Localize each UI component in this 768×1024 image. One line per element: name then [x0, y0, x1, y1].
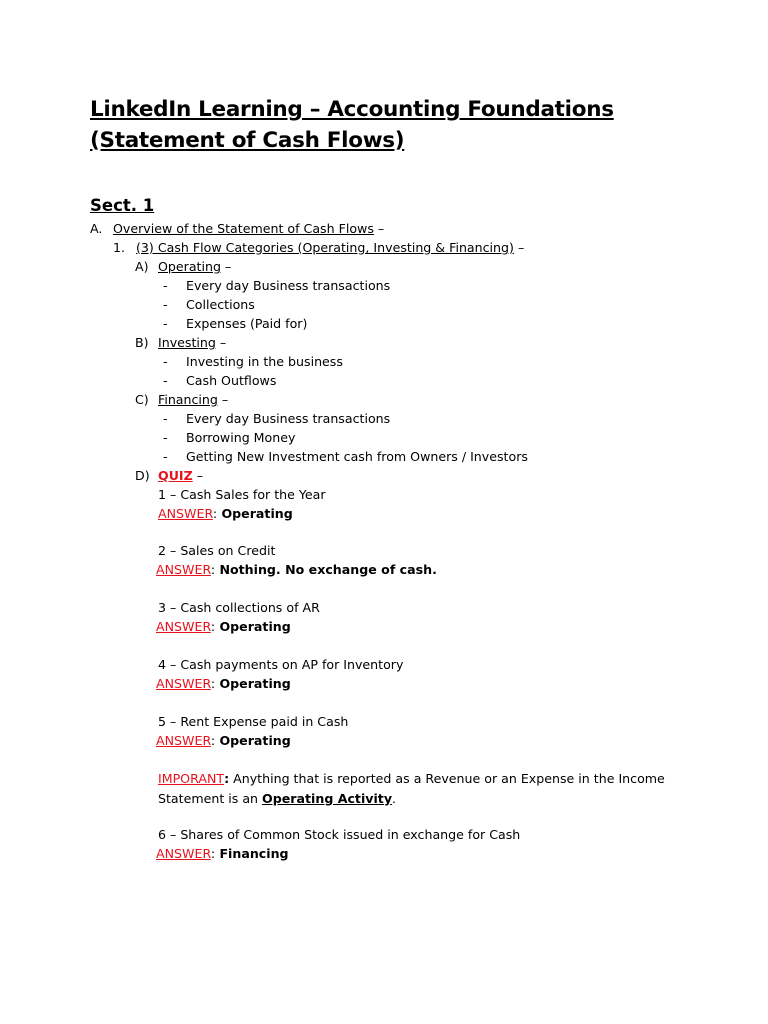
outline-marker: B)	[135, 335, 149, 350]
outline-marker: D)	[135, 468, 150, 483]
category-investing	[135, 334, 226, 352]
answer-label: ANSWER	[156, 562, 211, 577]
quiz-answer	[156, 618, 291, 636]
outline-dash: –	[513, 240, 525, 255]
list-item-text: Every day Business transactions	[186, 411, 391, 426]
bullet-dash: -	[163, 449, 168, 464]
outline-dash: –	[217, 392, 229, 407]
list-item	[163, 353, 343, 371]
answer-colon: :	[210, 846, 216, 861]
answer-text: Operating	[215, 676, 291, 691]
bullet-dash: -	[163, 430, 168, 445]
outline-dash: –	[215, 335, 227, 350]
quiz-answer	[156, 732, 291, 750]
answer-text: Nothing. No exchange of cash.	[215, 562, 437, 577]
quiz-answer	[158, 505, 293, 523]
quiz-heading	[135, 467, 203, 485]
list-item-text: Expenses (Paid for)	[186, 316, 308, 331]
outline-marker: A)	[135, 259, 149, 274]
important-text: Anything that is reported as a Revenue or an Expense in the Income Statement is an	[158, 771, 665, 806]
bullet-dash: -	[163, 278, 168, 293]
quiz-answer	[156, 675, 291, 693]
bullet-dash: -	[163, 373, 168, 388]
bullet-dash: -	[163, 354, 168, 369]
category-financing	[135, 391, 228, 409]
important-end: .	[392, 791, 397, 806]
outline-dash: –	[220, 259, 232, 274]
quiz-label: QUIZ	[158, 468, 193, 483]
answer-text: Financing	[215, 846, 289, 861]
quiz-question: 5 – Rent Expense paid in Cash	[158, 714, 349, 729]
list-item-text: Borrowing Money	[186, 430, 296, 445]
outline-dash: –	[192, 468, 204, 483]
answer-label: ANSWER	[156, 619, 211, 634]
quiz-answer	[156, 561, 437, 579]
outline-marker: 1.	[113, 240, 126, 255]
outline-item-a	[90, 220, 384, 238]
answer-label: ANSWER	[158, 506, 213, 521]
quiz-question: 4 – Cash payments on AP for Inventory	[158, 657, 404, 672]
answer-colon: :	[212, 506, 218, 521]
category-label: Financing	[158, 392, 218, 407]
outline-marker: C)	[135, 392, 149, 407]
page-title: LinkedIn Learning – Accounting Foundations (Statement of Cash Flows)	[90, 97, 614, 153]
answer-text: Operating	[215, 733, 291, 748]
list-item-text: Getting New Investment cash from Owners / Investors	[186, 449, 528, 464]
quiz-question: 6 – Shares of Common Stock issued in exchange for Cash	[158, 827, 521, 842]
quiz-answer	[156, 845, 289, 863]
important-label: IMPORANT	[158, 771, 225, 786]
section-heading: Sect. 1	[90, 196, 155, 215]
answer-colon: :	[210, 562, 216, 577]
important-emphasis: Operating Activity	[262, 791, 393, 806]
list-item-text: Collections	[186, 297, 255, 312]
answer-text: Operating	[217, 506, 293, 521]
quiz-question: 1 – Cash Sales for the Year	[158, 487, 326, 502]
quiz-question: 2 – Sales on Credit	[158, 543, 276, 558]
answer-label: ANSWER	[156, 846, 211, 861]
answer-colon: :	[210, 733, 216, 748]
important-note	[158, 769, 678, 809]
category-label: Investing	[158, 335, 216, 350]
list-item-text: Every day Business transactions	[186, 278, 391, 293]
answer-label: ANSWER	[156, 733, 211, 748]
important-colon: :	[224, 771, 230, 786]
bullet-dash: -	[163, 297, 168, 312]
outline-dash: –	[373, 221, 385, 236]
list-item	[163, 410, 390, 428]
answer-colon: :	[210, 619, 216, 634]
list-item	[163, 429, 295, 447]
outline-item-1-text: (3) Cash Flow Categories (Operating, Investing & Financing)	[136, 240, 514, 255]
answer-text: Operating	[215, 619, 291, 634]
list-item	[163, 296, 255, 314]
list-item	[163, 448, 528, 466]
bullet-dash: -	[163, 316, 168, 331]
outline-item-a-text: Overview of the Statement of Cash Flows	[113, 221, 374, 236]
list-item	[163, 277, 390, 295]
category-operating	[135, 258, 231, 276]
bullet-dash: -	[163, 411, 168, 426]
category-label: Operating	[158, 259, 221, 274]
list-item-text: Investing in the business	[186, 354, 343, 369]
list-item	[163, 372, 276, 390]
list-item	[163, 315, 307, 333]
answer-label: ANSWER	[156, 676, 211, 691]
list-item-text: Cash Outflows	[186, 373, 277, 388]
outline-item-1	[113, 239, 524, 257]
answer-colon: :	[210, 676, 216, 691]
outline-marker: A.	[90, 221, 103, 236]
quiz-question: 3 – Cash collections of AR	[158, 600, 320, 615]
